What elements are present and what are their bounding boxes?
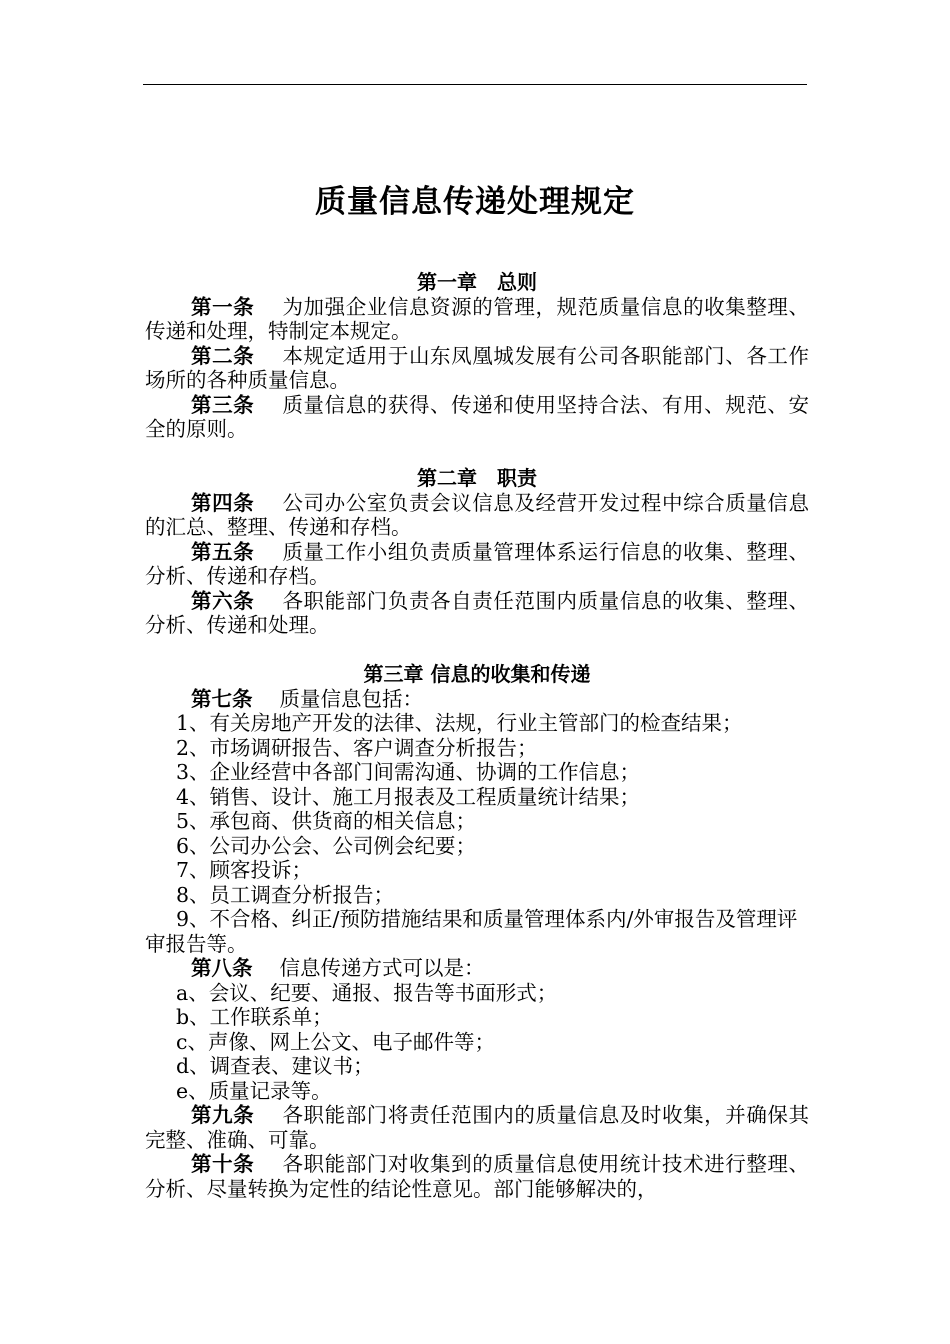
article-5	[145, 540, 809, 589]
list-item: 9、不合格、纠正/预防措施结果和质量管理体系内/外审报告及管理评审报告等。	[145, 907, 798, 956]
document-body	[145, 270, 809, 1201]
list-item: d、调查表、建议书；	[176, 1054, 374, 1078]
article-10	[145, 1152, 809, 1201]
list-item: 4、销售、设计、施工月报表及工程质量统计结果；	[176, 784, 641, 809]
article-text: 质量信息的获得、传递和使用坚持合法、有用、规范、安全的原则。	[145, 392, 809, 441]
article-9	[145, 1103, 809, 1152]
article-label: 第一条	[191, 294, 255, 319]
list-item: 2、市场调研报告、客户调查分析报告；	[176, 735, 538, 760]
article-label: 第四条	[191, 490, 255, 515]
article-2	[145, 344, 809, 393]
article-text: 各职能部门对收集到的质量信息使用统计技术进行整理、分析、尽量转换为定性的结论性意见。部门能够解决的，	[145, 1152, 809, 1201]
list-item: b、工作联系单；	[176, 1005, 333, 1029]
article-text: 为加强企业信息资源的管理，规范质量信息的收集整理、传递和处理，特制定本规定。	[145, 294, 809, 343]
article-label: 第八条	[191, 956, 253, 980]
article-text: 质量信息包括：	[279, 686, 424, 711]
article-text: 各职能部门将责任范围内的质量信息及时收集，并确保其完整、准确、可靠。	[145, 1103, 809, 1152]
list-item: 5、承包商、供货商的相关信息；	[176, 809, 477, 833]
article-text: 公司办公室负责会议信息及经营开发过程中综合质量信息的汇总、整理、传递和存档。	[145, 490, 809, 539]
article-3	[145, 393, 809, 442]
article-1	[145, 295, 809, 344]
article-text: 信息传递方式可以是：	[279, 956, 485, 980]
article-label: 第五条	[191, 539, 255, 564]
list-item: 6、公司办公会、公司例会纪要；	[176, 833, 477, 858]
article-8	[145, 956, 809, 981]
article-text: 质量工作小组负责质量管理体系运行信息的收集、整理、分析、传递和存档。	[145, 539, 809, 588]
article-text: 各职能部门负责各自责任范围内质量信息的收集、整理、分析、传递和处理。	[145, 588, 809, 637]
chapter-1-heading: 第一章 总则	[417, 270, 537, 294]
article-label: 第六条	[191, 588, 255, 613]
article-label: 第十条	[191, 1152, 255, 1176]
header-rule	[143, 84, 807, 85]
article-label: 第九条	[191, 1103, 255, 1127]
list-item: 3、企业经营中各部门间需沟通、协调的工作信息；	[176, 760, 641, 784]
article-label: 第三条	[191, 392, 255, 417]
list-item: c、声像、网上公文、电子邮件等；	[176, 1029, 495, 1054]
article-label: 第七条	[191, 686, 253, 711]
document-title: 质量信息传递处理规定	[315, 184, 635, 220]
list-item: a、会议、纪要、通报、报告等书面形式；	[176, 980, 558, 1005]
list-item: 1、有关房地产开发的法律、法规，行业主管部门的检查结果；	[176, 711, 743, 735]
list-item: 7、顾客投诉；	[176, 858, 313, 882]
article-label: 第二条	[191, 343, 255, 368]
list-item: e、质量记录等。	[176, 1078, 332, 1103]
article-6	[145, 589, 809, 638]
article-7	[145, 687, 809, 712]
article-text: 本规定适用于山东凤凰城发展有公司各职能部门、各工作场所的各种质量信息。	[145, 343, 809, 392]
article-4	[145, 491, 809, 540]
list-item: 8、员工调查分析报告；	[176, 882, 395, 907]
chapter-3-heading: 第三章 信息的收集和传递	[363, 662, 591, 686]
chapter-2-heading: 第二章 职责	[417, 466, 537, 490]
